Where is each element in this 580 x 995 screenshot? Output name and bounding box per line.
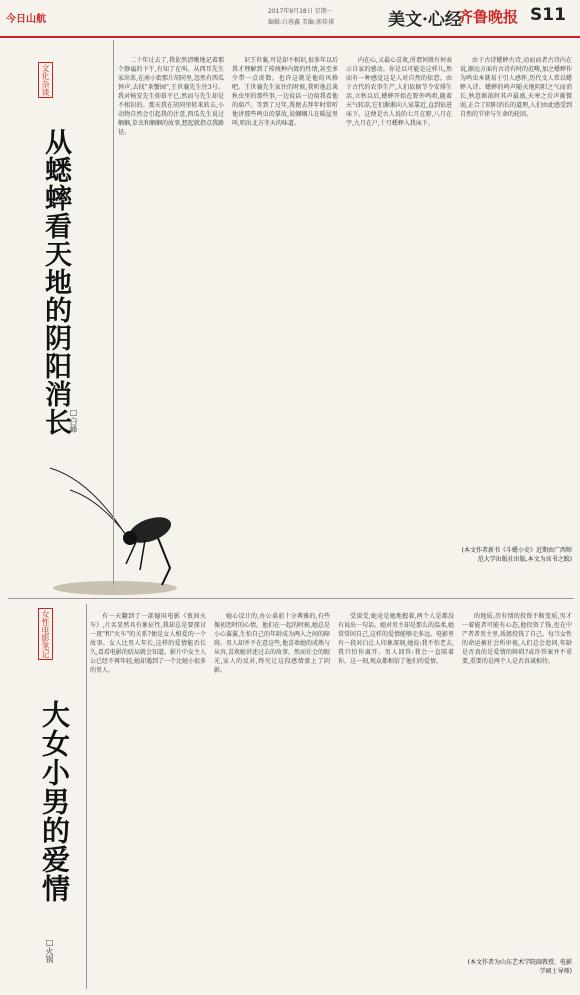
article-separator xyxy=(8,598,574,599)
article1-column-1: 二十年过去了,我依然清晰地记着那个静谧的下午,有知了在叫。从西耳先生家出来,在南小街那片胡同里,忽然有西瓜钟声,去找"茶蟹园",王世襄先生住3号。我对畅安先生仰慕不已,然而与先生却是不相识的。那天我在胡同里转来转去,小动物自然会引起我的注意,西瓜先生说过蝈蝈,草虫和蝈蝈的故事,想起就指点我路径。 xyxy=(118,57,224,136)
article1-author: □白峰 xyxy=(69,408,78,433)
editor-credits: 编辑:白蓉鑫 美编:郭传祺 xyxy=(268,19,334,26)
article2-author-note: (本文作者为山东艺术学院副教授、电影学硕士导师) xyxy=(467,959,572,975)
article1-author-note: (本文作者新书《斗蟋小史》近期由广西师范大学出版社出版,本文为该书之跋) xyxy=(461,547,572,563)
newspaper-logo: 齐鲁晚报 xyxy=(458,8,519,26)
article1-tag: 文化杂谈 xyxy=(38,62,53,98)
article2-column-3: 受深受,她竟是她地握着,两个人是都没有说出一句话。她对男主却是那么的温柔,她常常问自己,这样的爱情能够走多远。电影里有一段对白让人印象深刻,她说:我不怕老去,我只怕你离开。男人回答:我会一直陪着你。这一刻,观众都相信了他们的爱情。 xyxy=(338,613,454,665)
article2-tag: 女性电影笔记 xyxy=(38,608,53,660)
brand-label: 今日山航 xyxy=(6,14,46,25)
article1-title: 从蟋蟀看天地的阴阳消长 xyxy=(40,128,71,436)
article2-column-2: 她心设计的,办公桌前十分典雅的,有些像初恋时的心情。他们在一起的时候,她总是小心翼翼,生怕自己的年龄成为两人之间的障碍。男人却并不在意这些,他喜欢她的成熟与从容,喜欢她讲述过去的故事。然而社会的眼光,家人的反对,终究让这段感情蒙上了阴影。 xyxy=(214,613,330,674)
article1-column-2: 识王世襄,可是却不相识,很多年以后我才理解到了传统种内敛的性情,甚至多少带一点虚数。也许这就是他的风格吧。王世襄先生家住的时候,我听他总谈秋虫里的那些事,一边说话一边给我看他的葫芦。等到了过年,我便去拜年时常听他讲那些鸣虫的掌故,说蝈蝈儿在暖屋里叫,唱出北方冬天的味道。 xyxy=(232,57,338,127)
column-divider xyxy=(86,604,87,989)
article2-column-4: 的地质,历有情的投资不断变质,男才一着能者可能有心态,他投资了钱,也在中产者者男主里,质姐投钱了自己。每当女性的命运被社会所审视,人们总会追问,年龄是否真的是爱情的障碍?或许答案并不重要,重要的是两个人是否真诚相待。 xyxy=(462,613,572,665)
article2-title: 大女小男的爱情 xyxy=(38,700,71,903)
article1-column-3: 内在心,又最心喜欢,所谓何般有何表示自家的感动。你是以可能是这样儿,然而有一种感觉这是人对自然的依恋。由于古代的农事生产,人们依据节令安排生活,立秋以后,蟋蟀开始在野外鸣唱,随着天气转凉,它们渐渐向人家靠近,直到钻进床下。这便是古人说的七月在野,八月在宇,九月在户,十月蟋蟀入我床下。 xyxy=(346,57,452,127)
section-title: 美文·心经 xyxy=(388,10,462,30)
article1-column-4: 由于古诗蟋蟀古诗,动而而者古诗内在说,源远方面有古诗有时的范畴,加之蟋蟀作为鸣虫本就易于引人感怀,历代文人常以蟋蟀入诗。蟋蟀的鸣声随天地阴阳之气而消长,秋意渐浓时其声最盛,天寒之后声渐微弱,正合了阴阳消长的道理,人们由此感受到自然的节律与生命的轮回。 xyxy=(460,57,572,118)
column-divider xyxy=(113,40,114,585)
page-number: S11 xyxy=(530,5,566,25)
issue-date: 2017年9月18日 星期一 xyxy=(268,8,333,15)
article2-column-1: 有一天翻到了一部德国电影《夜间火车》,片名显然具有象征性,我却总是要探讨一夜"和"火车"的关系?便是女人相爱的一个故事。女人比男人年长,这样的爱情能否长久,看看电影的结局就会知道。影片中女主人公已经不再年轻,她却遇到了一个比她小很多的男人。 xyxy=(90,613,206,674)
article2-author: □火锅 xyxy=(45,938,54,963)
